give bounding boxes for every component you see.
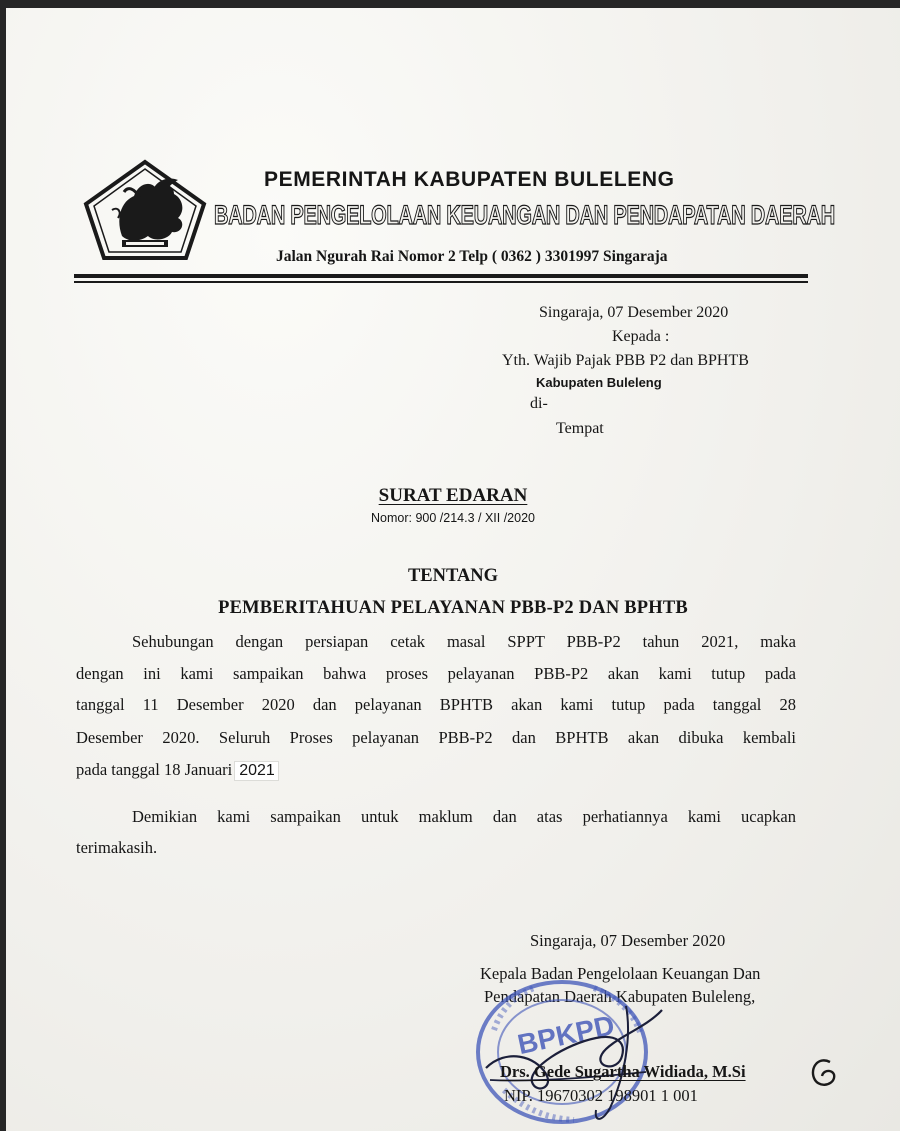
circular-title-text: SURAT EDARAN [378,485,528,506]
addressee-regency: Kabupaten Buleleng [536,375,662,390]
regency-crest-icon [82,158,208,262]
addressee-recipient: Yth. Wajib Pajak PBB P2 dan BPHTB [502,352,749,369]
body-line: Sehubungan dengan persiapan cetak masal SPPT PBB-P2 tahun 2021, maka [132,632,796,651]
agency-address: Jalan Ngurah Rai Nomor 2 Telp ( 0362 ) 3301997 Singaraja [276,248,668,265]
body-line-last [76,760,278,780]
signer-position-line2: Pendapatan Daerah Kabupaten Buleleng, [484,987,756,1006]
addressee-to-label: Kepada : [612,328,670,345]
body-line: dengan ini kami sampaikan bahwa proses pelayanan PBB-P2 akan kami tutup pada [76,664,796,683]
letterhead-rule-thin [74,281,808,283]
signature-date: Singaraja, 07 Desember 2020 [530,931,726,950]
circular-title [6,485,900,507]
body-line: tanggal 11 Desember 2020 dan pelayanan BPHTB akan kami tutup pada tanggal 28 [76,695,796,714]
closing-line: Demikian kami sampaikan untuk maklum dan atas perhatiannya kami ucapkan [132,807,796,826]
document-page [6,8,900,1131]
circular-number: Nomor: 900 /214.3 / XII /2020 [371,511,535,525]
circular-subject: PEMBERITAHUAN PELAYANAN PBB-P2 DAN BPHTB [218,598,688,618]
about-label: TENTANG [407,566,499,586]
stamp-label: BPKPD [514,1009,618,1061]
addressee-date: Singaraja, 07 Desember 2020 [539,304,729,321]
addressee-tempat: Tempat [556,420,604,437]
addressee-di: di- [530,395,548,412]
body-line-text: pada tanggal 18 Januari [76,760,233,779]
signer-nip: NIP. 19670302 198901 1 001 [504,1086,698,1105]
signer-position-line1: Kepala Badan Pengelolaan Keuangan Dan [480,964,761,983]
agency-name: BADAN PENGELOLAAN KEUANGAN DAN PENDAPATAN DAERAH [214,200,835,230]
body-line: Desember 2020. Seluruh Proses pelayanan PBB-P2 dan BPHTB akan dibuka kembali [76,728,796,747]
signer-name: Drs. Gede Sugartha Widiada, M.Si [500,1062,746,1081]
letterhead-rule-thick [74,274,808,278]
government-title: PEMERINTAH KABUPATEN BULELENG [264,168,675,191]
paraf-initial-icon [806,1054,840,1090]
closing-line: terimakasih. [76,838,158,857]
year-correction: 2021 [235,762,278,780]
